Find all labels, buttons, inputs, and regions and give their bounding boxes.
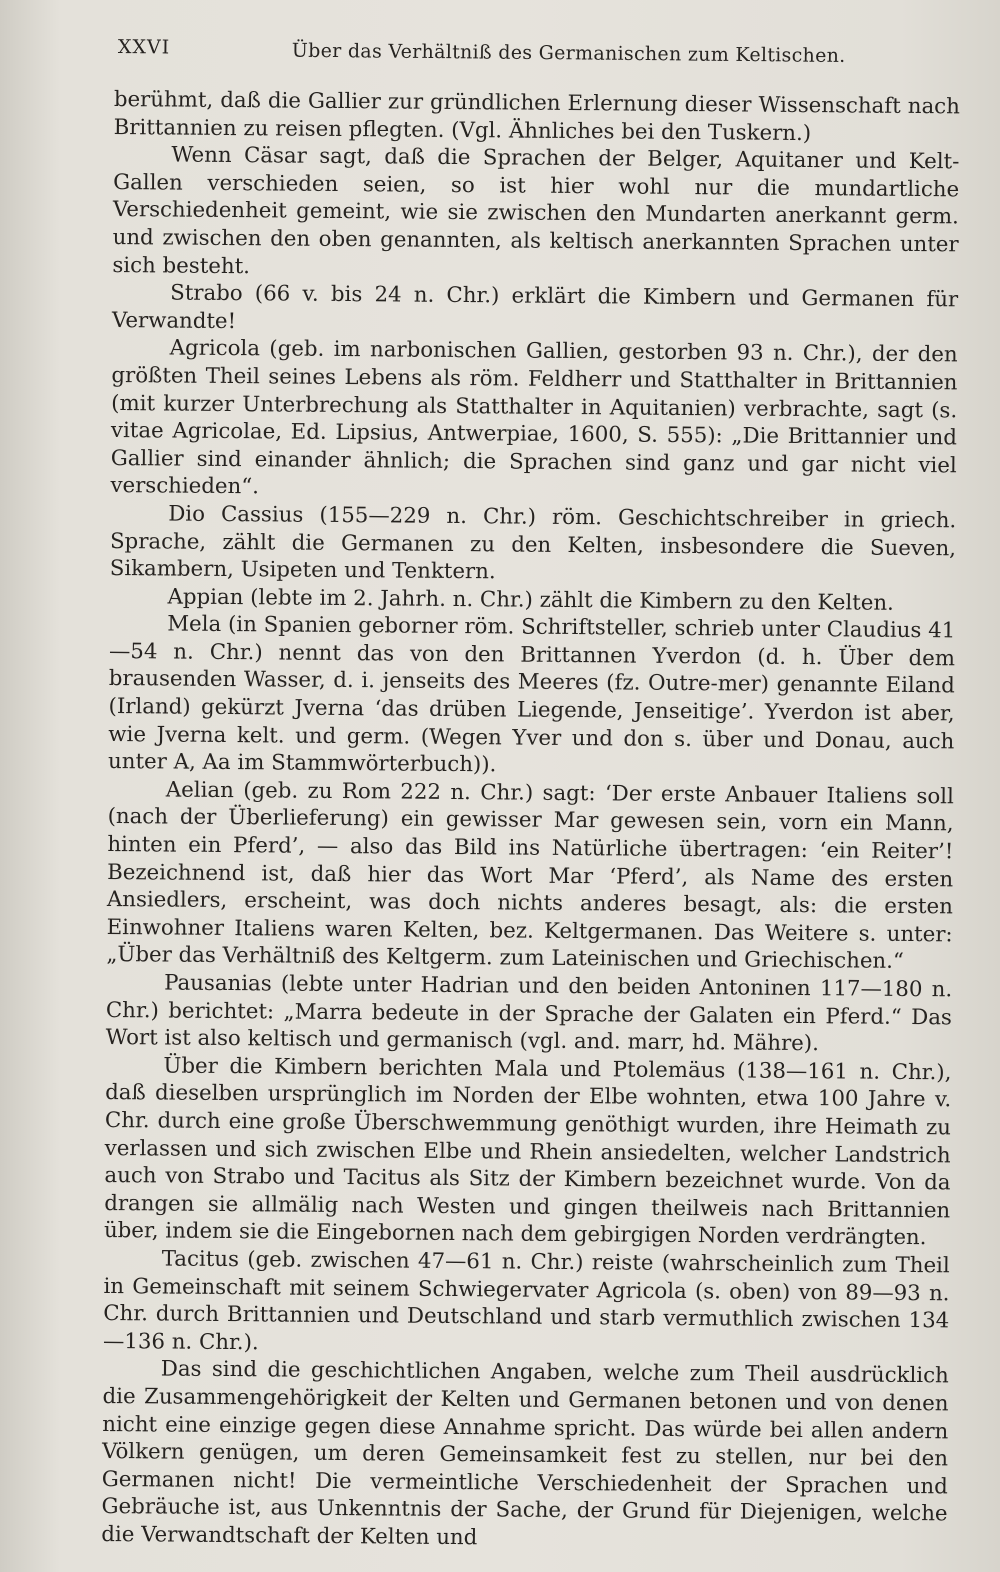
paragraph: Aelian (geb. zu Rom 222 n. Chr.) sagt: ‘Der erste Anbauer Italiens soll (nach der Überlieferung) ein gewisser Mar gewesen sein, vorn ein Mann, hinten ein Pferd’, — also das Bild ins Natürliche übertragen: ‘ein Reiter’! Bezeichnend ist, daß hier das Wort Mar ‘Pferd’, als Name des ersten Ansiedlers, erscheint, was doch nichts anderes besagt, als: die ersten Einwohner Italiens waren Kelten, bez. Keltgermanen. Das Weitere s. unter: „Über das Verhältniß des Keltgerm. zum Lateinischen und Griechischen.“ bbox=[106, 777, 954, 975]
page-number: XXVI bbox=[117, 36, 171, 59]
paragraph: Agricola (geb. im narbonischen Gallien, gestorben 93 n. Chr.), der den größten Theil seines Lebens als röm. Feldherr und Statthalter in Brittannien (mit kurzer Unterbrechung als Statthalter in Aquitanien) verbrachte, sagt (s. vitae Agricolae, Ed. Lipsius, Antwerpiae, 1600, S. 555): „Die Brittannier und Gallier sind einander ähnlich; die Sprachen sind ganz und gar nicht viel verschieden“. bbox=[110, 335, 958, 500]
paragraph: Wenn Cäsar sagt, daß die Sprachen der Belger, Aquitaner und Kelt-Gallen verschieden seien, so ist hier wohl nur die mundartliche Verschiedenheit gemeint, wie sie zwischen den Mundarten anerkannt germ. und zwischen den oben genannten, als keltisch anerkannten Sprachen unter sich besteht. bbox=[112, 142, 960, 279]
paragraph: Strabo (66 v. bis 24 n. Chr.) erklärt die Kimbern und Germanen für Verwandte! bbox=[111, 280, 959, 334]
running-title: Über das Verhältniß des Germanischen zum Keltischen. bbox=[291, 39, 846, 67]
paragraph: Das sind die geschichtlichen Angaben, welche zum Theil ausdrücklich die Zusammengehörigkeit der Kelten und Germanen betonen und von denen nicht eine einzige gegen diese Annahme spricht. Das würde bei allen andern Völkern genügen, um deren Gemeinsamkeit fest zu stellen, nur bei den Germanen nicht! Die vermeintliche Verschiedenheit der Sprachen und Gebräuche ist, aus Unkenntnis der Sache, der Grund für Diejenigen, welche die Verwandtschaft der Kelten und bbox=[101, 1356, 949, 1551]
paragraph: Dio Cassius (155—229 n. Chr.) röm. Geschichtschreiber in griech. Sprache, zählt die Germanen zu den Kelten, insbesondere die Sueven, Sikambern, Usipeten und Tenktern. bbox=[109, 501, 957, 585]
paragraph: Über die Kimbern berichten Mala und Ptolemäus (138—161 n. Chr.), daß dieselben ursprünglich im Norden der Elbe wohnten, etwa 100 Jahre v. Chr. durch eine große Überschwemmung genöthigt wurden, ihre Heimath zu verlassen und sich zwischen Elbe und Rhein ansiedelten, welcher Landstrich auch von Strabo und Tacitus als Sitz der Kimbern bezeichnet wurde. Von da drangen sie allmälig nach Westen und gingen theilweis nach Brittannien über, indem sie die Eingebornen nach dem gebirgigen Norden verdrängten. bbox=[103, 1053, 952, 1251]
paragraph: Pausanias (lebte unter Hadrian und den beiden Antoninen 117—180 n. Chr.) berichtet: „Marra bedeute in der Sprache der Galaten ein Pferd.“ Das Wort ist also keltisch und germanisch (vgl. and. marr, hd. Mähre). bbox=[105, 970, 953, 1057]
paragraph: Appian (lebte im 2. Jahrh. n. Chr.) zählt die Kimbern zu den Kelten. bbox=[167, 584, 895, 616]
paragraph: Tacitus (geb. zwischen 47—61 n. Chr.) reiste (wahrscheinlich zum Theil in Gemeinschaft mit seinem Schwiegervater Agricola (s. oben) von 89—93 n. Chr. durch Brittannien und Deutschland und starb vermuthlich zwischen 134—136 n. Chr.). bbox=[102, 1246, 950, 1356]
page-header bbox=[118, 36, 904, 78]
paragraph: berühmt, daß die Gallier zur gründlichen Erlernung dieser Wissenschaft nach Brittannien zu reisen pflegten. (Vgl. Ähnliches bei den Tuskern.) bbox=[113, 86, 960, 146]
paragraph: Mela (in Spanien geborner röm. Schriftsteller, schrieb unter Claudius 41—54 n. Chr.) nennt das von den Brittannen Yverdon (d. h. Über dem brausenden Wasser, d. i. jenseits des Meeres (fz. Outre-mer) genannte Eiland (Irland) gekürzt Jverna ‘das drüben Liegende, Jenseitige’. Yverdon ist aber, wie Jverna kelt. und germ. (Wegen Yver und don s. über und Donau, auch unter A, Aa im Stammwörterbuch)). bbox=[107, 611, 956, 778]
body-text bbox=[101, 86, 960, 1551]
